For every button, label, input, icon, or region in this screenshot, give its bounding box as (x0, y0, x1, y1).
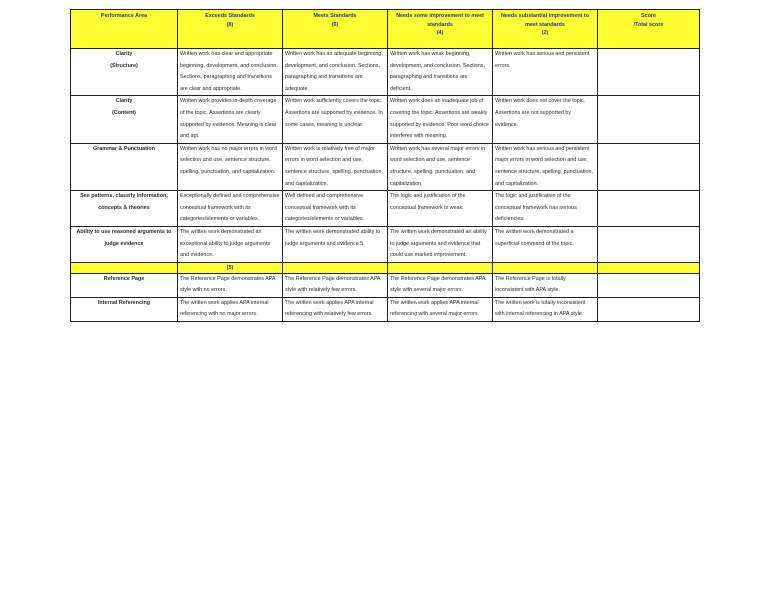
criterion-label: Grammar & Punctuation (71, 143, 178, 190)
score-cell[interactable] (598, 49, 700, 96)
header-needs-substantial-improvement: Needs substantial improvement to meet standards (2) (493, 10, 598, 49)
separator-cell (71, 262, 178, 273)
descriptor-cell: Written work has clear and appropriate beginning, development, and conclusion. Sections, paragraphing and transitions are clear and appropriate. (178, 49, 283, 96)
score-cell[interactable] (598, 297, 700, 321)
table-row (71, 297, 700, 321)
descriptor-cell: Written work has an adequate beginning, development, and conclusion. Sections, paragraphing and transitions are adequate. (283, 49, 388, 96)
table-row (71, 226, 700, 262)
criterion-label: Reference Page (71, 273, 178, 297)
descriptor-cell: Exceptionally defined and comprehensive conceptual framework with its categories/elements or variables. (178, 191, 283, 227)
rubric-table (70, 9, 700, 322)
descriptor-cell: Written work does not cover the topic. Assertions are not supported by evidence. (493, 96, 598, 143)
table-row (71, 49, 700, 96)
descriptor-cell: Written work has serious and persistent major errors in word selection and use, sentence structure, spelling, punctuation, and capitalization. (493, 143, 598, 190)
header-exceeds-standards: Exceeds Standards (8) (178, 10, 283, 49)
criterion-label: Ability to use reasoned arguments to judge evidence (71, 226, 178, 262)
criterion-label: Clarity (Content) (71, 96, 178, 143)
header-needs-some-improvement: Needs some improvement to meet standards (4) (388, 10, 493, 49)
score-cell[interactable] (598, 273, 700, 297)
descriptor-cell: The Reference Page demonstrates APA style with several major errors. (388, 273, 493, 297)
score-cell[interactable] (598, 96, 700, 143)
separator-cell (493, 262, 598, 273)
score-cell[interactable] (598, 191, 700, 227)
descriptor-cell: The logic and justification of the conceptual framework is weak. (388, 191, 493, 227)
descriptor-cell: The Reference Page demonstrates APA style with relatively few errors. (283, 273, 388, 297)
descriptor-cell: Written work sufficiently covers the topic. Assertions are supported by evidence. In some cases, meaning is unclear. (283, 96, 388, 143)
header-row (71, 10, 700, 49)
criterion-label: See patterns, classify information, concepts & theories (71, 191, 178, 227)
descriptor-cell: The Reference Page is totally inconsistent with APA style. (493, 273, 598, 297)
descriptor-cell: Well defined and comprehensive conceptual framework with its categories/elements or variables. (283, 191, 388, 227)
criterion-label: Internal Referencing (71, 297, 178, 321)
header-meets-standards: Meets Standards (6) (283, 10, 388, 49)
table-row (71, 96, 700, 143)
criterion-label: Clarity (Structure) (71, 49, 178, 96)
descriptor-cell: The written work is totally inconsistent with internal referencing in APA style. (493, 297, 598, 321)
descriptor-cell: The written work demonstrated ability to judge arguments and evidence.5 (283, 226, 388, 262)
descriptor-cell: Written work does an inadequate job of covering the topic. Assertions are weakly supported by evidence. Poor word choice interferes with meaning. (388, 96, 493, 143)
descriptor-cell: Written work has weak beginning, development, and conclusion. Sections, paragraphing and transitions are deficient. (388, 49, 493, 96)
header-score: Score /Total score (598, 10, 700, 49)
separator-cell (598, 262, 700, 273)
descriptor-cell: Written work has several major errors in word selection and use, sentence structure, spelling, punctuation, and capitalization. (388, 143, 493, 190)
separator-weight: (5) (178, 262, 283, 273)
table-row (71, 273, 700, 297)
descriptor-cell: The written work applies APA internal referencing with relatively few errors. (283, 297, 388, 321)
descriptor-cell: Written work has no major errors in word selection and use, sentence structure, spelling, punctuation, and capitalization. (178, 143, 283, 190)
descriptor-cell: The written work applies APA internal referencing with several major errors. (388, 297, 493, 321)
descriptor-cell: Written work is relatively free of major errors in word selection and use, sentence structure, spelling, punctuation, and capitalization. (283, 143, 388, 190)
descriptor-cell: The written work demonstrated an exceptional ability to judge arguments and evidence. (178, 226, 283, 262)
descriptor-cell: The Reference Page demonstrates APA style with no errors. (178, 273, 283, 297)
table-row (71, 191, 700, 227)
score-cell[interactable] (598, 226, 700, 262)
descriptor-cell: The written work applies APA internal referencing with no major errors. (178, 297, 283, 321)
descriptor-cell: Written work provides in-depth coverage of the topic. Assertions are clearly supported by evidence. Meaning is clear and apt. (178, 96, 283, 143)
section-separator-row (71, 262, 700, 273)
descriptor-cell: Written work has serious and persistent errors. (493, 49, 598, 96)
descriptor-cell: The written work demonstrated an ability to judge arguments and evidence that could use marked improvement. (388, 226, 493, 262)
table-row (71, 143, 700, 190)
descriptor-cell: The written work demonstrated a superficial command of the topic. (493, 226, 598, 262)
header-performance-area: Performance Area (71, 10, 178, 49)
score-cell[interactable] (598, 143, 700, 190)
separator-cell (283, 262, 388, 273)
separator-cell (388, 262, 493, 273)
descriptor-cell: The logic and justification of the conceptual framework has serious deficiencies. (493, 191, 598, 227)
